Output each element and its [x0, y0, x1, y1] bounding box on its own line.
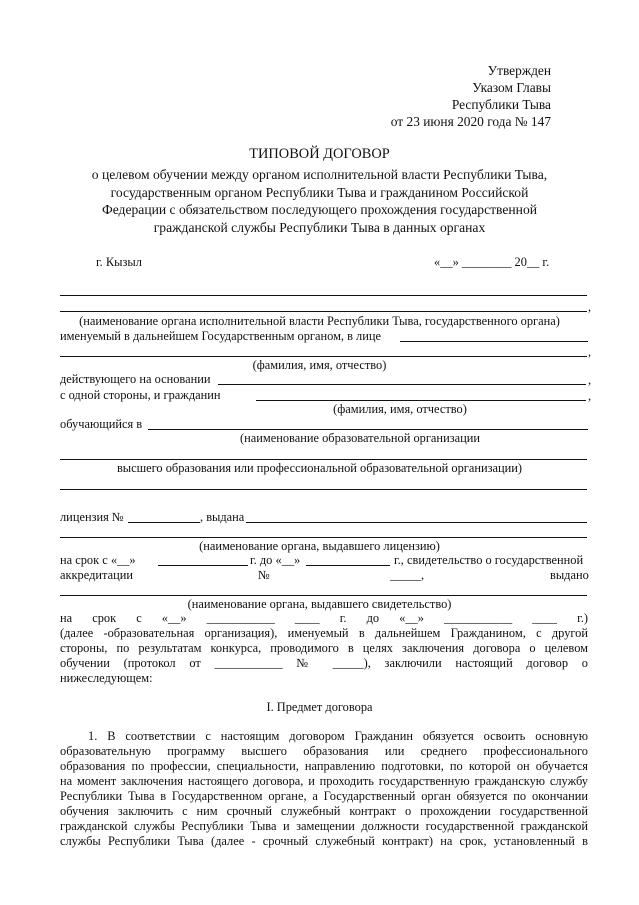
fill-line-acting-basis [218, 384, 586, 385]
subtitle-line: о целевом обучении между органом исполнительной власти Республики Тыва, [91, 167, 548, 182]
paragraph-line: обучения заключить с ним срочный служебный контракт о прохождении государственной [60, 804, 588, 818]
paragraph-line: стороны, по результатам конкурса, проводимого в целях заключения договора о целевом [60, 641, 588, 655]
caption-fio-1: (фамилия, имя, отчество) [252, 358, 387, 372]
paragraph-line: на срок с «__» ___________ ____ г. до «__» ___________ ____ г.) [60, 611, 588, 625]
section-1-title: I. Предмет договора [266, 700, 373, 714]
approval-stamp [391, 62, 551, 130]
fill-line-term-from [158, 565, 248, 566]
comma: , [588, 389, 592, 403]
document-title: ТИПОВОЙ ДОГОВОР [249, 146, 390, 162]
fill-line-license-issuer [246, 522, 587, 523]
subtitle-line: государственным органом Республики Тыва и гражданином Российской [110, 184, 529, 200]
label-accreditation-no: № [258, 568, 270, 582]
label-accreditation-comma: _____, [390, 568, 425, 582]
comma: , [588, 300, 592, 314]
paragraph-parties [60, 611, 588, 686]
caption-edu-org-2: высшего образования или профессиональной образовательной организации) [116, 461, 523, 475]
approval-line-4: от 23 июня 2020 года № 147 [390, 114, 551, 129]
paragraph-line: образовательную программу высшего образования или среднего профессионального [60, 744, 588, 758]
fill-line-edu-org [148, 429, 588, 430]
fill-line-term-to [306, 565, 390, 566]
fill-line-org-1 [60, 295, 587, 296]
fill-line-license-issuer-2 [60, 537, 587, 538]
label-accreditation-issued: выдано [550, 568, 589, 582]
caption-edu-org: (наименование образовательной организации [239, 431, 480, 445]
contract-date: «__» ________ 20__ г. [434, 255, 550, 269]
fill-line-cert-issuer [60, 595, 587, 596]
paragraph-line: (далее -образовательная организация), именуемый в дальнейшем Гражданином, с другой [60, 626, 588, 640]
caption-license-org: (наименование органа, выдавшего лицензию) [199, 539, 440, 553]
paragraph-line: нижеследующем: [60, 671, 153, 685]
paragraph-1 [60, 729, 588, 849]
comma: , [588, 373, 592, 387]
label-named-state-body: именуемый в дальнейшем Государственным органом, в лице [60, 329, 381, 343]
fill-line-license-no [128, 522, 200, 523]
paragraph-line: обучении (протокол от ___________ № _____), заключили настоящий договор о [60, 656, 588, 670]
label-license-no: лицензия № [60, 510, 124, 524]
paragraph-line: на момент заключения настоящего договора, и проходить государственную гражданскую службу [60, 774, 588, 788]
approval-line-1: Утвержден [487, 63, 551, 78]
paragraph-line: Республики Тыва в Государственном органе, а Государственный орган обязуется по окончании [60, 789, 588, 803]
caption-cert-org: (наименование органа, выдавшего свидетельство) [187, 597, 452, 611]
label-term-from: на срок с «__» [60, 553, 136, 567]
approval-line-3: Республики Тыва [451, 97, 551, 112]
label-student-at: обучающийся в [60, 417, 143, 431]
fill-line-citizen [256, 400, 586, 401]
label-term-to: г. до «__» [250, 553, 301, 567]
label-certificate: г., свидетельство о государственной [394, 553, 584, 567]
document-subtitle [30, 166, 609, 236]
fill-line-org-2 [60, 311, 587, 312]
fill-line-representative-2 [60, 356, 587, 357]
paragraph-line: службы Республики Тыва (далее - срочный служебный контракт) на срок, установленный в [60, 834, 588, 848]
caption-org-name: (наименование органа исполнительной власти Республики Тыва, государственного органа) [79, 314, 560, 328]
paragraph-line: 1. В соответствии с настоящим договором Гражданин обязуется освоить основную [88, 729, 588, 743]
subtitle-line: Федерации с обязательством последующего прохождения государственной [101, 202, 538, 217]
paragraph-line: образования по профессии, специальности, направлению подготовки, по которой он обучается [60, 759, 588, 773]
comma: , [588, 345, 592, 359]
fill-line-edu-org-2 [60, 459, 587, 460]
label-other-side: с одной стороны, и гражданин [60, 388, 221, 402]
caption-fio-2: (фамилия, имя, отчество) [333, 402, 467, 416]
label-acting-basis: действующего на основании [60, 372, 211, 386]
approval-line-2: Указом Главы [472, 80, 551, 95]
city: г. Кызыл [96, 255, 142, 269]
label-accreditation: аккредитации [60, 568, 133, 582]
label-issued: , выдана [200, 510, 245, 524]
fill-line-edu-org-3 [60, 489, 587, 490]
subtitle-line: гражданской службы Республики Тыва в данных органах [153, 219, 486, 235]
paragraph-line: гражданской службы Республики Тыва и замещении должности государственной гражданской [60, 819, 588, 833]
fill-line-representative [400, 341, 588, 342]
